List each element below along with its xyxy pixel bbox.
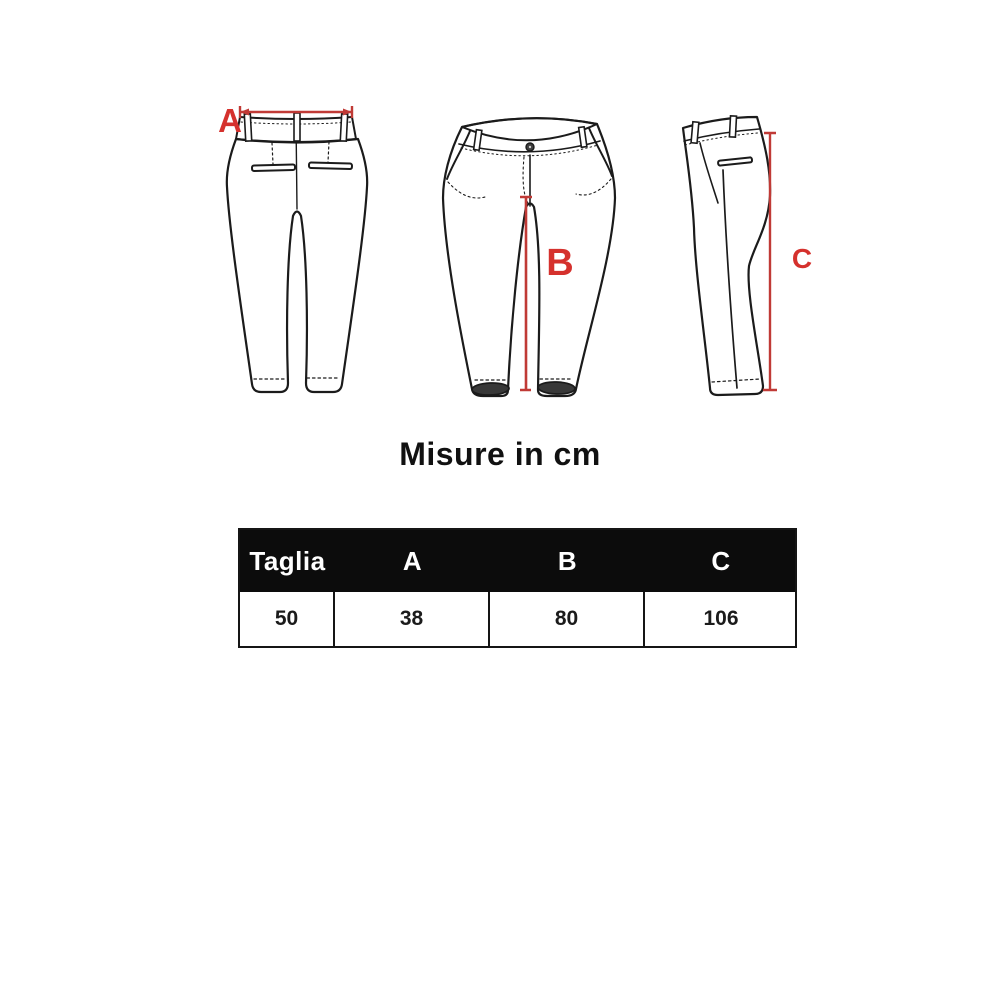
cell-b-value: 80 (490, 592, 645, 646)
waist-button-detail (529, 146, 531, 148)
belt-loop (340, 114, 347, 141)
hem-opening-dark (538, 381, 575, 394)
pants-front-view-figure (435, 103, 625, 415)
pants-back-drawing (195, 95, 385, 415)
side-pocket-line (700, 143, 718, 203)
pants-side-view-figure (650, 108, 825, 413)
size-table-data-row (240, 592, 795, 646)
leg-crease-line (723, 170, 737, 388)
size-table (238, 528, 797, 648)
header-taglia: Taglia (249, 545, 326, 576)
back-welt-pocket (252, 164, 295, 171)
page-title: Misure in cm (399, 436, 601, 472)
header-c: C (711, 545, 731, 576)
pants-front-drawing (435, 103, 625, 415)
size-table-header-row (240, 530, 795, 592)
back-welt-pocket (309, 162, 352, 169)
hem-stitch (475, 379, 573, 380)
pants-side-drawing (650, 108, 825, 413)
pants-front-body (443, 118, 615, 396)
measure-label-b: B (546, 242, 574, 284)
header-a: A (402, 545, 423, 576)
hem-stitch (254, 378, 340, 379)
cell-a-value: 38 (335, 592, 490, 646)
measure-label-a: A (218, 102, 242, 139)
back-dart-stitch (272, 142, 329, 164)
hem-opening-dark (472, 382, 509, 395)
back-welt-pocket (718, 157, 752, 166)
belt-loop (244, 114, 251, 141)
waist-interior-dark (462, 118, 597, 140)
cell-c-value: 106 (703, 607, 739, 630)
cell-taglia-value: 50 (240, 592, 335, 646)
measure-label-c: C (791, 243, 813, 274)
belt-loop (729, 116, 736, 137)
pants-back-view-figure (195, 95, 385, 415)
belt-loop (691, 122, 699, 143)
header-b: B (557, 545, 578, 576)
belt-loop (294, 113, 300, 141)
dimension-line-c (763, 133, 777, 390)
